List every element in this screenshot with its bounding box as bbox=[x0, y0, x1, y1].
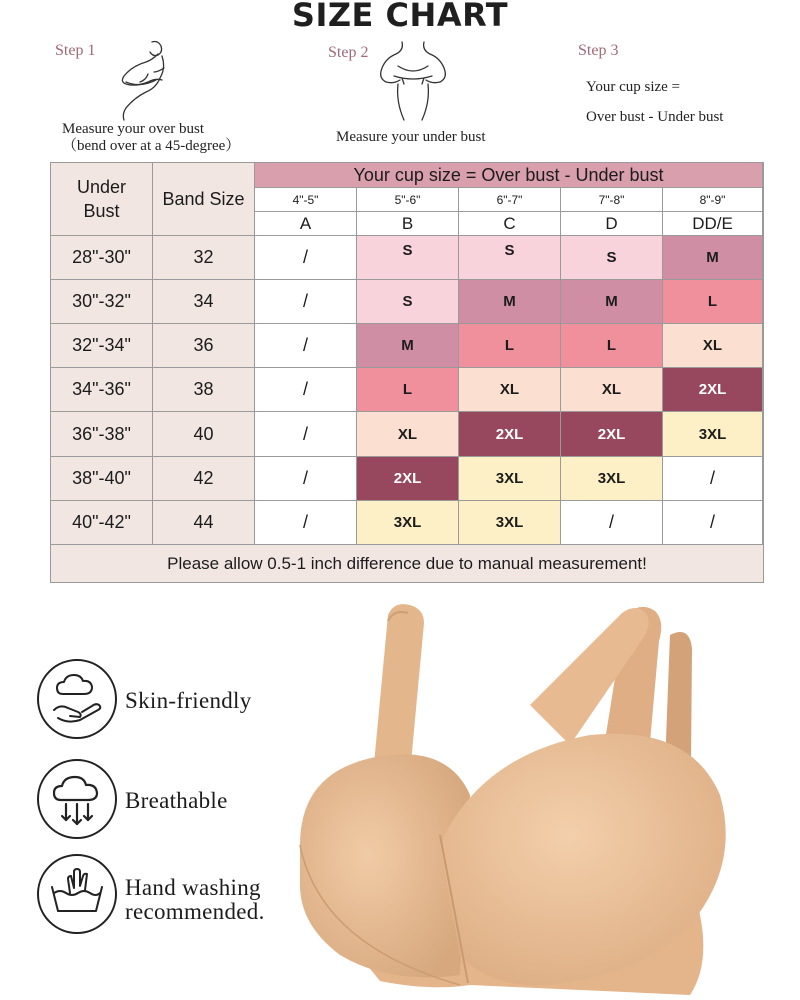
under-bust-figure bbox=[368, 38, 458, 122]
size-cell: / bbox=[561, 501, 663, 545]
size-cell: L bbox=[357, 368, 459, 412]
size-cell: S bbox=[357, 280, 459, 324]
under-bust-cell: 28"-30" bbox=[51, 236, 153, 280]
size-cell: L bbox=[459, 324, 561, 368]
band-size-cell: 38 bbox=[153, 368, 255, 412]
size-cell: M bbox=[561, 280, 663, 324]
product-bra-image bbox=[290, 595, 760, 995]
over-bust-figure bbox=[110, 38, 190, 122]
step-1-label: Step 1 bbox=[55, 42, 96, 59]
band-size-cell: 32 bbox=[153, 236, 255, 280]
cup-range-4: 8"-9" bbox=[663, 188, 763, 212]
band-size-header: Band Size bbox=[153, 163, 255, 236]
step-1-text-1: Measure your over bust bbox=[62, 121, 205, 137]
size-chart-table bbox=[50, 162, 764, 583]
page-title: SIZE CHART bbox=[291, 0, 509, 34]
cloud-hand-icon bbox=[36, 658, 118, 740]
under-bust-cell: 36"-38" bbox=[51, 412, 153, 457]
feature-3-text-2: recommended. bbox=[125, 899, 265, 924]
size-cell: / bbox=[255, 501, 357, 545]
feature-2-text: Breathable bbox=[125, 788, 228, 813]
size-cell: L bbox=[663, 280, 763, 324]
breathable-cloud-icon bbox=[36, 758, 118, 840]
size-cell: 2XL bbox=[459, 412, 561, 457]
size-cell: 3XL bbox=[561, 457, 663, 501]
cup-range-3: 7"-8" bbox=[561, 188, 663, 212]
cup-formula-header: Your cup size = Over bust - Under bust bbox=[255, 163, 763, 188]
under-bust-cell: 40"-42" bbox=[51, 501, 153, 545]
band-size-cell: 44 bbox=[153, 501, 255, 545]
size-cell: L bbox=[561, 324, 663, 368]
band-size-cell: 42 bbox=[153, 457, 255, 501]
feature-3-text-1: Hand washing bbox=[125, 875, 261, 900]
size-cell: M bbox=[357, 324, 459, 368]
under-bust-cell: 30"-32" bbox=[51, 280, 153, 324]
hand-wash-icon bbox=[36, 853, 118, 935]
step-1-text-2: （bend over at a 45-degree） bbox=[62, 138, 241, 154]
size-cell: / bbox=[255, 412, 357, 457]
cup-letter-4: DD/E bbox=[663, 212, 763, 236]
size-cell: XL bbox=[459, 368, 561, 412]
size-cell: M bbox=[459, 280, 561, 324]
size-cell: 2XL bbox=[663, 368, 763, 412]
size-cell: 3XL bbox=[663, 412, 763, 457]
band-size-cell: 34 bbox=[153, 280, 255, 324]
size-cell: / bbox=[255, 236, 357, 280]
size-cell: / bbox=[255, 324, 357, 368]
size-cell: 2XL bbox=[357, 457, 459, 501]
cup-range-2: 6"-7" bbox=[459, 188, 561, 212]
step-3-label: Step 3 bbox=[578, 42, 619, 59]
size-cell: XL bbox=[663, 324, 763, 368]
size-cell: 3XL bbox=[459, 457, 561, 501]
under-bust-cell: 32"-34" bbox=[51, 324, 153, 368]
step-3-text-2: Over bust - Under bust bbox=[586, 109, 724, 125]
size-cell: M bbox=[663, 236, 763, 280]
step-2-label: Step 2 bbox=[328, 44, 369, 61]
cup-letter-0: A bbox=[255, 212, 357, 236]
feature-1-text: Skin-friendly bbox=[125, 688, 252, 713]
size-cell: S bbox=[561, 236, 663, 280]
size-cell: / bbox=[255, 368, 357, 412]
step-2-text: Measure your under bust bbox=[336, 129, 486, 145]
cup-range-0: 4"-5" bbox=[255, 188, 357, 212]
band-size-cell: 36 bbox=[153, 324, 255, 368]
size-cell: S bbox=[459, 236, 561, 280]
cup-letter-1: B bbox=[357, 212, 459, 236]
band-size-cell: 40 bbox=[153, 412, 255, 457]
size-cell: / bbox=[663, 501, 763, 545]
size-cell: S bbox=[357, 236, 459, 280]
cup-letter-3: D bbox=[561, 212, 663, 236]
size-cell: XL bbox=[357, 412, 459, 457]
cup-letter-2: C bbox=[459, 212, 561, 236]
under-bust-cell: 38"-40" bbox=[51, 457, 153, 501]
size-cell: 3XL bbox=[357, 501, 459, 545]
size-cell: / bbox=[255, 280, 357, 324]
size-cell: XL bbox=[561, 368, 663, 412]
size-cell: 3XL bbox=[459, 501, 561, 545]
size-cell: 2XL bbox=[561, 412, 663, 457]
size-cell: / bbox=[255, 457, 357, 501]
step-3-text-1: Your cup size = bbox=[586, 79, 681, 95]
size-cell: / bbox=[663, 457, 763, 501]
under-bust-cell: 34"-36" bbox=[51, 368, 153, 412]
cup-range-1: 5"-6" bbox=[357, 188, 459, 212]
measurement-note: Please allow 0.5-1 inch difference due to manual measurement! bbox=[51, 545, 763, 582]
under-bust-header: Under Bust bbox=[51, 163, 153, 236]
